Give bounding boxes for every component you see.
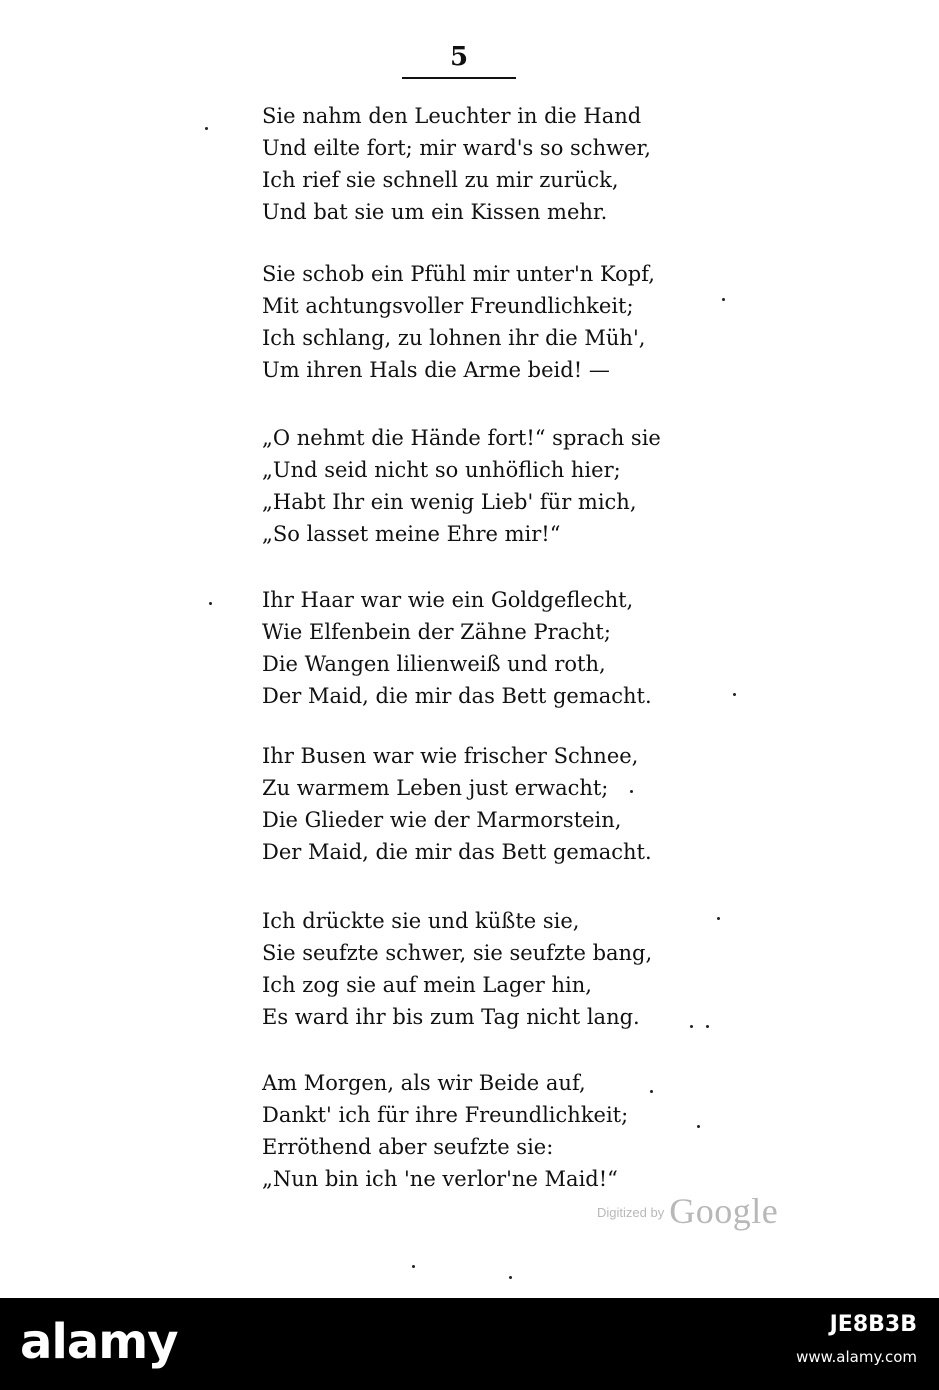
poem-line: Sie seufzte schwer, sie seufzte bang, [262, 941, 653, 965]
poem-line: Mit achtungsvoller Freundlichkeit; [262, 294, 634, 318]
stanza-3 [262, 422, 742, 550]
alamy-footer [0, 1298, 939, 1390]
scan-speck [722, 298, 725, 301]
stanza-6 [262, 905, 742, 1033]
poem-line: Wie Elfenbein der Zähne Pracht; [262, 620, 611, 644]
poem-line: Dankt' ich für ihre Freundlichkeit; [262, 1103, 629, 1127]
poem-line: Am Morgen, als wir Beide auf, [262, 1071, 586, 1095]
poem-line: Und eilte fort; mir ward's so schwer, [262, 136, 651, 160]
page-number-rule [402, 77, 516, 79]
poem-line: Ihr Haar war wie ein Goldgeflecht, [262, 588, 634, 612]
poem-line: Ich drückte sie und küßte sie, [262, 909, 580, 933]
poem-line: Es ward ihr bis zum Tag nicht lang. [262, 1005, 640, 1029]
google-logo: Google [669, 1191, 779, 1231]
site-url: www.alamy.com [796, 1348, 917, 1366]
poem-line: Die Glieder wie der Marmorstein, [262, 808, 622, 832]
poem-line: Ich rief sie schnell zu mir zurück, [262, 168, 619, 192]
poem-line: „O nehmt die Hände fort!“ sprach sie [262, 426, 661, 450]
poem-line: Der Maid, die mir das Bett gemacht. [262, 684, 652, 708]
image-code: JE8B3B [829, 1312, 917, 1337]
scan-speck [706, 1025, 709, 1028]
poem-line: Ich schlang, zu lohnen ihr die Müh', [262, 326, 646, 350]
scan-speck [509, 1276, 512, 1279]
poem-line: Der Maid, die mir das Bett gemacht. [262, 840, 652, 864]
stanza-2 [262, 258, 742, 386]
poem-line: Ihr Busen war wie frischer Schnee, [262, 744, 639, 768]
scan-speck [717, 917, 720, 920]
scan-speck [630, 790, 633, 793]
digitized-by-google-watermark [597, 1190, 778, 1232]
poem-line: „Und seid nicht so unhöflich hier; [262, 458, 621, 482]
stanza-4 [262, 584, 742, 712]
scan-speck [697, 1125, 700, 1128]
poem-line: „So lasset meine Ehre mir!“ [262, 522, 561, 546]
poem-line: Die Wangen lilienweiß und roth, [262, 652, 606, 676]
stanza-7 [262, 1067, 742, 1195]
scan-speck [412, 1265, 415, 1268]
poem-line: „Habt Ihr ein wenig Lieb' für mich, [262, 490, 637, 514]
poem-line: Erröthend aber seufzte sie: [262, 1135, 554, 1159]
poem-line: Sie nahm den Leuchter in die Hand [262, 104, 642, 128]
poem-line: „Nun bin ich 'ne verlor'ne Maid!“ [262, 1167, 618, 1191]
scan-speck [650, 1090, 653, 1093]
scan-speck [209, 602, 212, 605]
scan-speck [205, 127, 208, 130]
page-number: 5 [449, 42, 469, 72]
stanza-5 [262, 740, 742, 868]
poem-line: Sie schob ein Pfühl mir unter'n Kopf, [262, 262, 655, 286]
stanza-1 [262, 100, 742, 228]
poem-line: Ich zog sie auf mein Lager hin, [262, 973, 592, 997]
poem-line: Und bat sie um ein Kissen mehr. [262, 200, 608, 224]
poem-line: Zu warmem Leben just erwacht; [262, 776, 609, 800]
scan-speck [733, 693, 736, 696]
poem-line: Um ihren Hals die Arme beid! — [262, 358, 610, 382]
alamy-logo: alamy [20, 1314, 178, 1370]
scan-speck [690, 1025, 693, 1028]
digitized-by-text: Digitized by [597, 1205, 665, 1220]
